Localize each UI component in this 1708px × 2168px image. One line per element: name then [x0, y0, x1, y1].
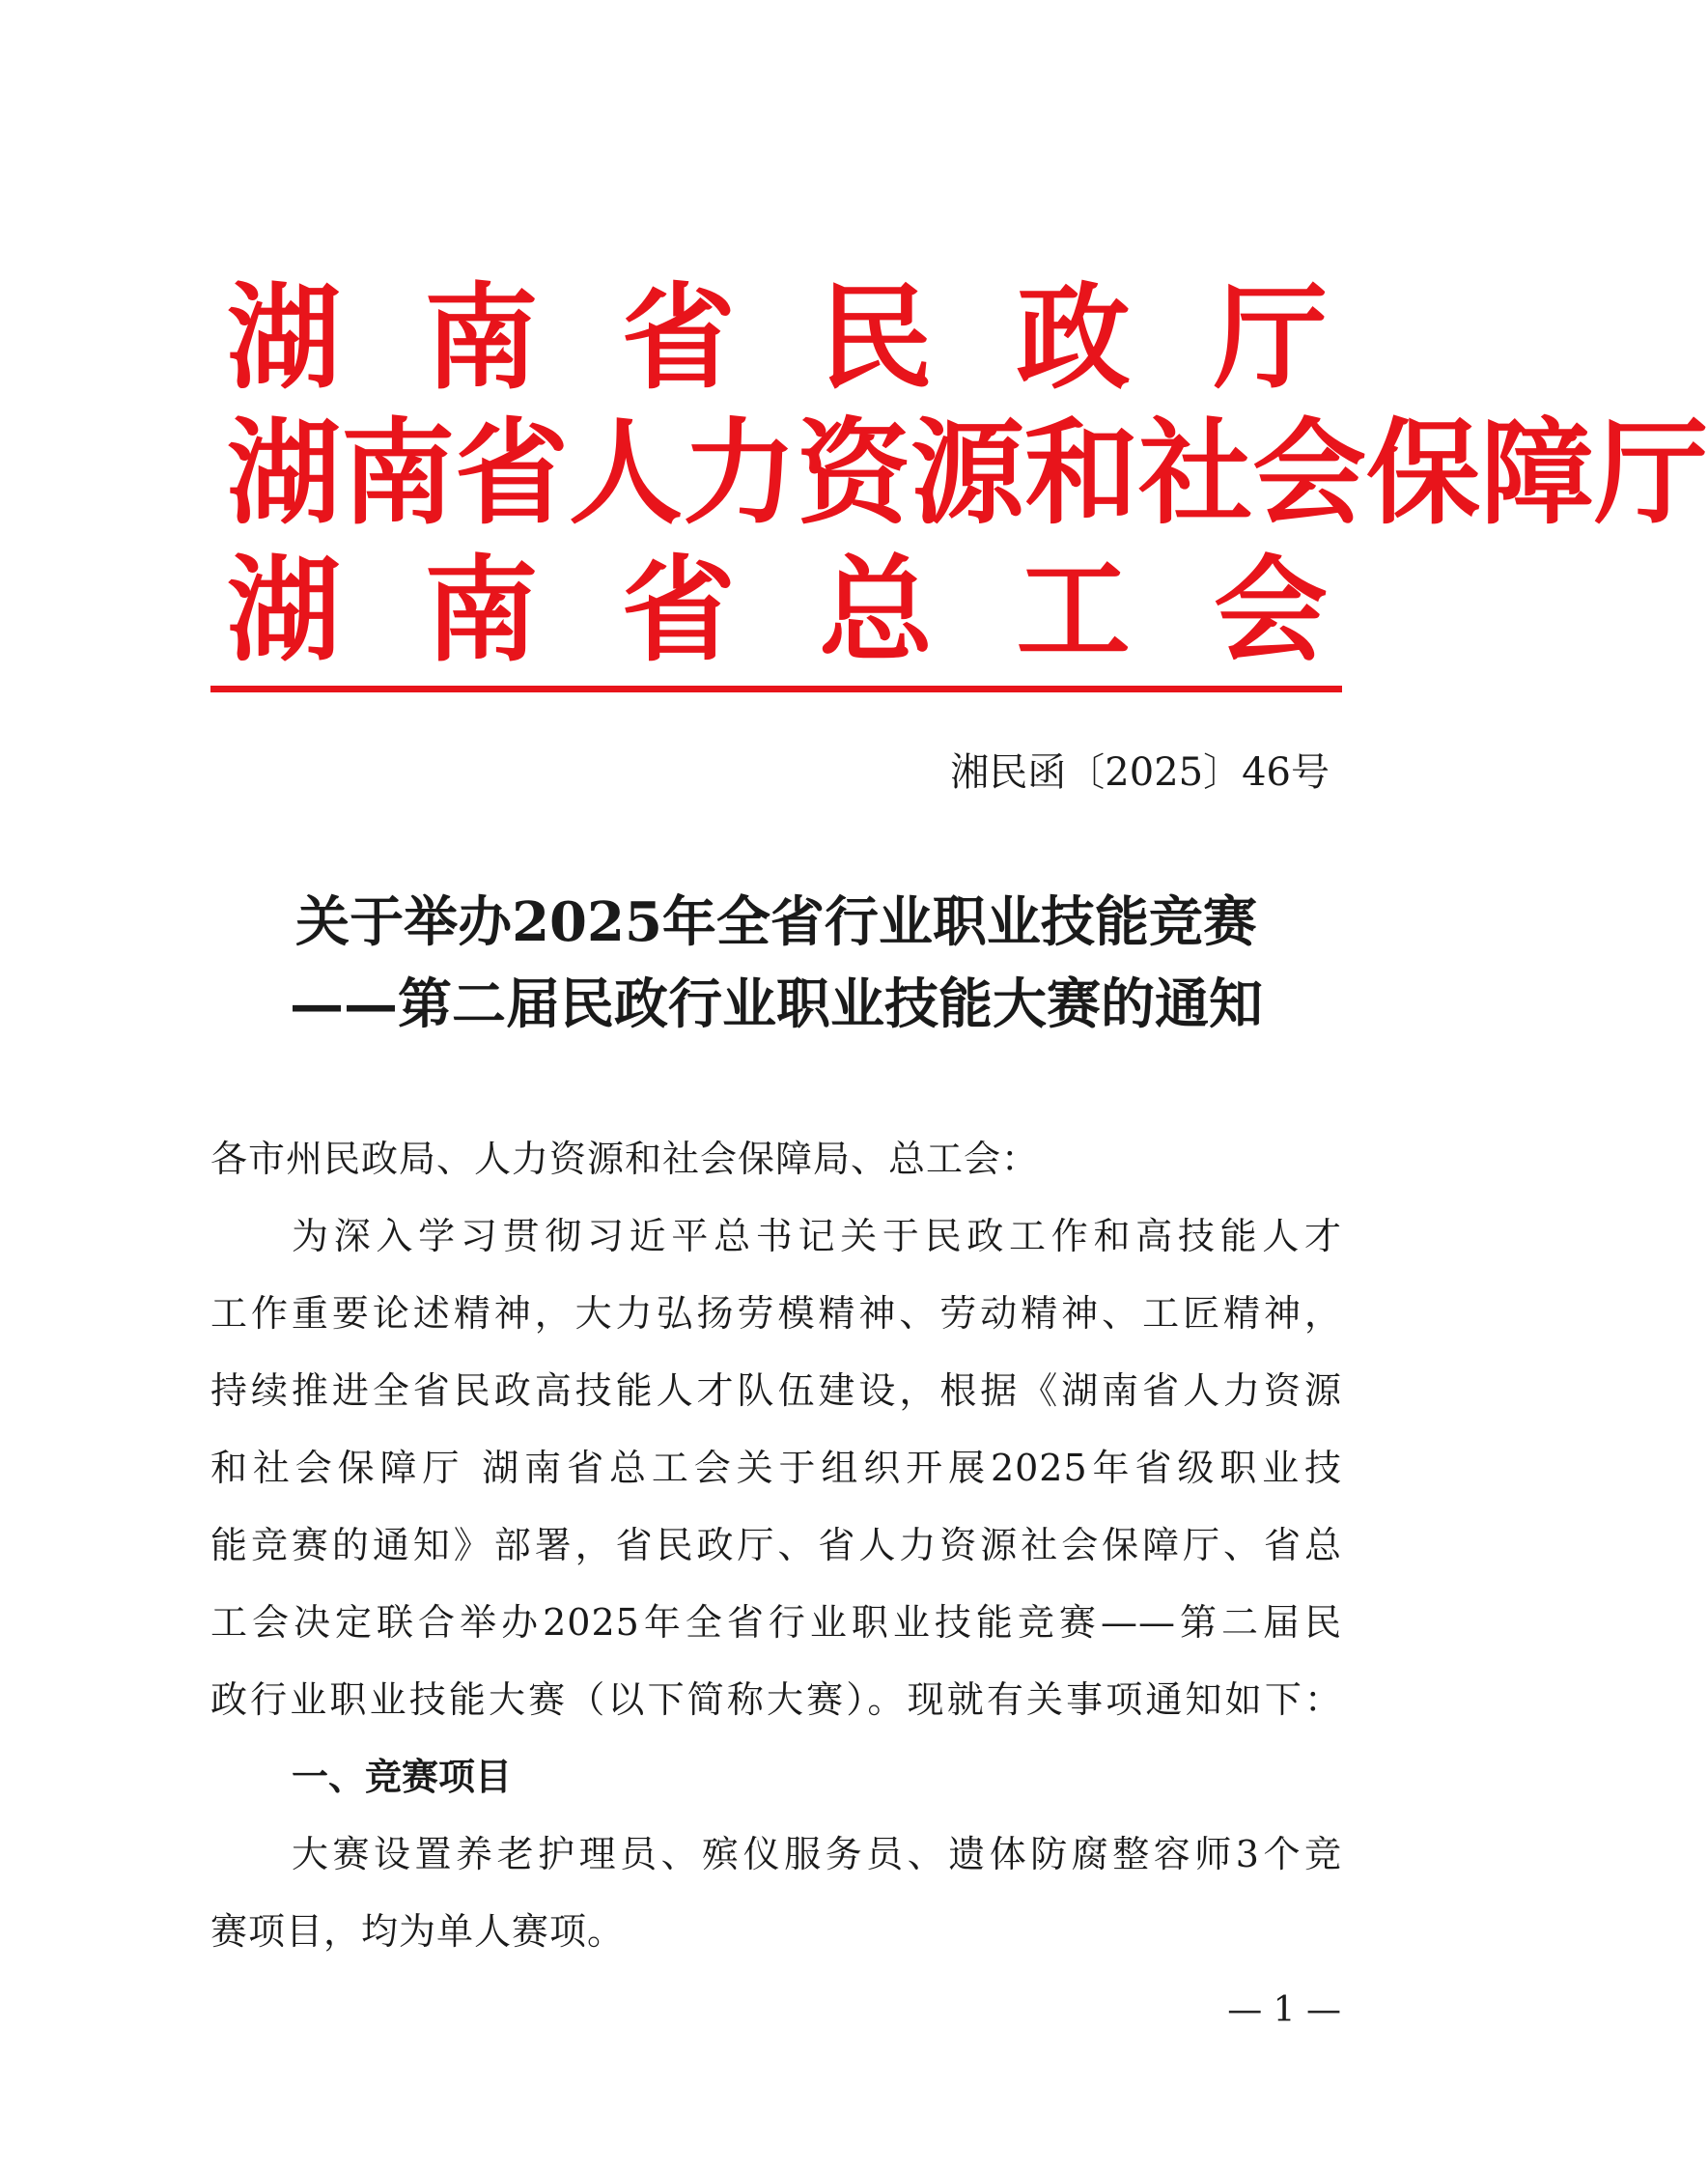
paragraph-competition-items	[210, 1816, 1342, 1970]
header-char: 总	[819, 543, 934, 677]
header-divider	[210, 686, 1342, 692]
salutation-text: 各市州民政局、人力资源和社会保障局、总工会：	[210, 1138, 1040, 1180]
header-char: 南	[424, 543, 539, 677]
header-char: 南	[424, 270, 539, 405]
header-char: 省	[621, 543, 736, 677]
header-char: 保	[1366, 406, 1481, 540]
header-char: 力	[683, 406, 798, 540]
header-char: 民	[819, 270, 934, 405]
paragraph-line: 和社会保障厅 湖南省总工会关于组织开展2025年省级职业技	[210, 1447, 1342, 1489]
header-char: 南	[341, 406, 456, 540]
header-char: 厅	[1213, 270, 1328, 405]
header-char: 人	[569, 406, 684, 540]
header-char: 厅	[1594, 406, 1708, 540]
paragraph-line: 能竞赛的通知》部署，省民政厅、省人力资源社会保障厅、省总	[210, 1524, 1342, 1566]
header-char: 湖	[227, 270, 342, 405]
issuer-line-human-resources	[227, 406, 1708, 541]
header-char: 湖	[227, 406, 342, 540]
header-char: 资	[797, 406, 911, 540]
issuer-line-trade-union	[227, 543, 1328, 678]
paragraph-line: 为深入学习贯彻习近平总书记关于民政工作和高技能人才	[292, 1215, 1342, 1257]
header-char: 和	[1024, 406, 1139, 540]
header-char: 障	[1480, 406, 1595, 540]
paragraph-line: 工会决定联合举办2025年全省行业职业技能竞赛——第二届民	[210, 1601, 1342, 1644]
header-char: 源	[910, 406, 1025, 540]
paragraph-intro	[210, 1197, 1342, 1738]
page-number: — 1 —	[1227, 1990, 1341, 2030]
header-char: 工	[1016, 543, 1131, 677]
header-char: 省	[621, 270, 736, 405]
document-title-line-1: 关于举办2025年全省行业职业技能竞赛	[295, 890, 1257, 954]
header-char: 会	[1213, 543, 1328, 677]
paragraph-line: 持续推进全省民政高技能人才队伍建设，根据《湖南省人力资源	[210, 1369, 1342, 1412]
salutation	[210, 1120, 1342, 1197]
paragraph-line: 大赛设置养老护理员、殡仪服务员、遗体防腐整容师3个竞	[292, 1833, 1342, 1875]
header-char: 社	[1138, 406, 1253, 540]
header-char: 政	[1016, 270, 1131, 405]
header-char: 湖	[227, 543, 342, 677]
header-char: 会	[1252, 406, 1367, 540]
issuer-line-civil-affairs	[227, 270, 1328, 406]
paragraph-line: 赛项目，均为单人赛项。	[210, 1910, 626, 1953]
document-number: 湘民函〔2025〕46号	[950, 750, 1330, 795]
paragraph-line: 政行业职业技能大赛（以下简称大赛）。现就有关事项通知如下：	[210, 1678, 1342, 1721]
section-heading-competition-items: 一、竞赛项目	[292, 1755, 513, 1798]
paragraph-line: 工作重要论述精神，大力弘扬劳模精神、劳动精神、工匠精神，	[210, 1292, 1342, 1335]
header-char: 省	[455, 406, 570, 540]
document-title-line-2: ——第二届民政行业职业技能大赛的通知	[290, 972, 1263, 1036]
